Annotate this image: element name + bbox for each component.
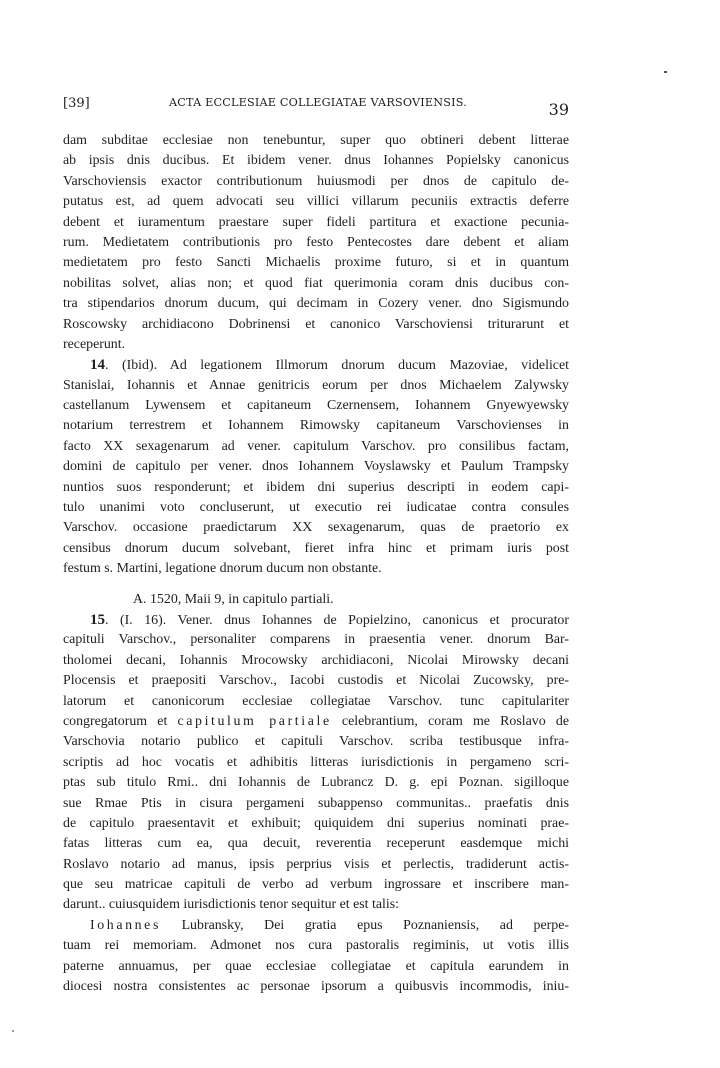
spaced-text: capitulum partiale [177,713,332,729]
text-line: Varschov. occasione praedictarum XX sexagenarum, quas de praetorio ex [63,520,569,536]
text-line: darunt.. cuiusquidem iurisdictionis tenor sequitur et est talis: [63,897,400,913]
header-title: ACTA ECCLESIAE COLLEGIATAE VARSOVIENSIS. [169,96,467,109]
text-line: sue Rmae Ptis in cisura pergameni subappenso communitas.. praefatis dnis [63,795,569,811]
text-line: Varschoviensis exactor contributionum huiusmodi per dnos de capitulo de- [63,173,569,189]
text-line: facto XX sexagenarum ad vener. capitulum Varschov. pro consilibus factam, [63,438,569,454]
text-line: ab ipsis dnis ducibus. Et ibidem vener. dnus Iohannes Popielsky canonicus [63,153,569,169]
text-line: Roscowsky archidiacono Dobrinensi et canonico Varschoviensi triturarunt et [63,316,569,332]
paragraph-14 [63,376,569,580]
text-line: domini de capitulo per vener. dnos Iohannem Voyslawsky et Paulum Trampsky [63,459,569,475]
line-text: Lubransky, Dei gratia epus Poznaniensis, ad perpe- [160,917,569,933]
paragraph-16 [63,936,569,997]
entry-number: 15 [90,611,105,628]
text-line: Roslavo notario ad manus, ipsis perprius visis et perlectis, tradiderunt actis- [63,856,569,872]
text-line: Plocensis et praepositi Varschov., Iacobi custodis et Nicolai Zucowsky, pre- [63,673,569,689]
text-line: rum. Medietatem contributionis pro festo Pentecostes dare debent et aliam [63,234,569,250]
text-line [63,712,569,732]
spacer [63,580,569,590]
text-line: capituli Varschov., personaliter comparens in praesentia vener. dnorum Bar- [63,632,569,648]
paragraph-16-first-line [63,916,569,936]
text-line: de capitulo praesentavit et exhibuit; quiquidem dni superius nominati prae- [63,815,569,831]
page-body [63,131,569,997]
text-line: castellanum Lywensem et capitaneum Czernensem, Iohannem Gnyewyewsky [63,398,569,414]
text-line: que seu matricae capituli de verbo ad verbum ingrossare et inscribere man- [63,877,569,893]
running-header [63,96,569,120]
text-line: diocesi nostra consistentes ac personae ipsorum a quibusvis incommodis, iniu- [63,979,569,995]
header-section-number: [39] [63,96,90,111]
text-line: putatus est, ad quem advocati seu villici villarum pecuniis extractis deferre [63,194,569,210]
text-line: tholomei decani, Iohannis Mrocowsky archidiaconi, Nicolai Mirowsky decani [63,652,569,668]
text-line: paterne annuamus, per quae ecclesiae collegiatae et capitula earundem in [63,958,569,974]
text-line: scriptis ad hoc vocatis et adhibitis litteras iurisdictionis in pergameno scri- [63,754,569,770]
text-line: fatas litteras cum ea, qua decuit, reverentia receperunt easdemque michi [63,836,569,852]
text-line: tuam rei memoriam. Admonet nos cura pastoralis regiminis, ut votis illis [63,938,569,954]
print-speck [664,71,667,73]
line-text: celebrantium, coram me Roslavo de [331,713,570,729]
paragraph-15 [63,630,569,712]
paragraph-15-first-line [63,610,569,630]
text-line: Stanislai, Iohannis et Annae genitricis eorum per dnos Michaelem Zalywsky [63,377,569,393]
paragraph-13-continued [63,131,569,355]
text-line: censibus dnorum ducum solvebant, fieret infra hinc et primam iuris post [63,540,569,556]
text-line: ptas sub titulo Rmi.. dni Iohannis de Lubrancz D. g. epi Poznan. sigilloque [63,775,569,791]
print-speck [12,1030,14,1032]
text-line: festum s. Martini, legatione dnorum ducum non obstante. [63,561,382,577]
page-number: 39 [548,100,569,119]
spaced-text: Iohannes [90,917,161,933]
paragraph-14-first-line [63,355,569,375]
text-line: Varschovia notario publico et capituli Varschov. scriba testibusque infra- [63,734,569,750]
text-line: nobilitas solvet, alias non; et quod fiat querimonia coram dnis ducibus con- [63,275,569,291]
text-line: notarium terrestrem et Iohannem Rimowsky capitaneum Varschovienses in [63,418,569,434]
line-text: congregatorum et [63,713,178,729]
text-line: receperunt. [63,336,126,352]
text-line: dam subditae ecclesiae non tenebuntur, super quo obtineri debent litterae [63,133,569,148]
text-line: latorum et canonicorum ecclesiae collegiatae Varschov. tunc capitulariter [63,693,569,709]
text-line: tra stipendarios dnorum ducum, qui decimam in Cozery vener. dno Sigismundo [63,296,569,312]
entry-number: 14 [90,357,105,374]
line-text: . (I. 16). Vener. dnus Iohannes de Popielzino, canonicus et procurator [105,612,569,628]
paragraph-15-continued [63,732,569,916]
date-heading: A. 1520, Maii 9, in capitulo partiali. [133,591,334,607]
text-line: medietatem pro festo Sancti Michaelis proxime futuro, si et in quantum [63,255,569,271]
text-line: debent et iuramentum praestare super fideli partitura et exactione pecunia- [63,214,569,230]
text-line: tulo unanimi voto concluserunt, ut executio rei iudicatae contra consules [63,500,569,516]
line-text: . (Ibid). Ad legationem Illmorum dnorum ducum Mazoviae, videlicet [105,358,569,374]
text-line: nuntios suos responderunt; et ibidem dni superius descripti in eodem capi- [63,479,569,495]
